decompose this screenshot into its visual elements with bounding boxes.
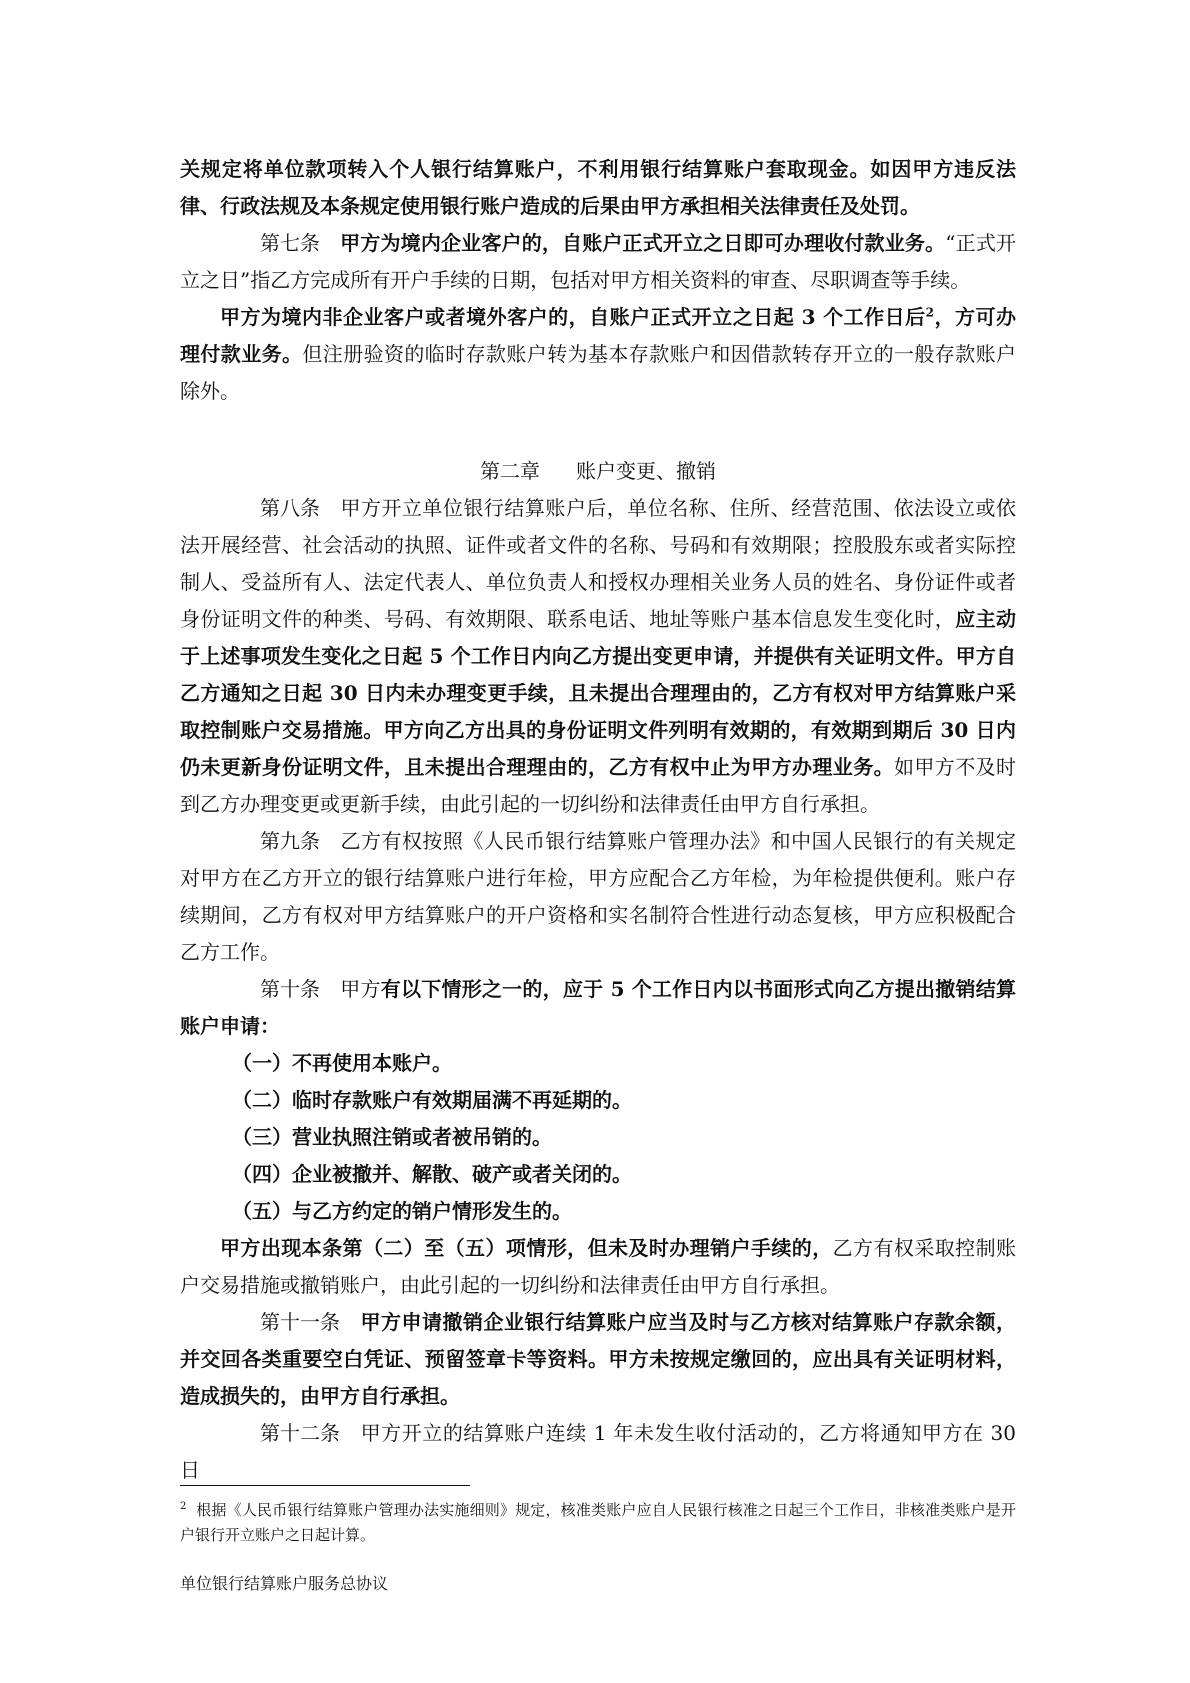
list-item: （一）不再使用本账户。 — [232, 1051, 452, 1075]
article-bold-text: 甲方为境内非企业客户或者境外客户的，自账户正式开立之日起 3 个工作日后 — [220, 305, 926, 329]
article-7 — [180, 225, 1016, 299]
paragraph-continuation — [180, 151, 1016, 225]
article-8 — [180, 490, 1016, 823]
article-text: 但注册验资的临时存款账户转为基本存款账户和因借款转存开立的一般存款账户除外。 — [180, 342, 1017, 403]
article-bold-text: 甲方出现本条第（二）至（五）项情形，但未及时办理销户手续的， — [220, 1236, 833, 1260]
article-text: 如甲方不及时到乙方办理变更或更新手续，由此引起的一切纠纷和法律责任由甲方自行承担。 — [180, 755, 1017, 816]
article-label: 第十二条 — [260, 1421, 340, 1445]
article-12 — [180, 1415, 1016, 1489]
article-label: 第七条 — [260, 231, 320, 255]
article-label: 第九条 — [260, 829, 320, 853]
footnote-number: 2 — [180, 1501, 187, 1512]
article-text: 甲方开立单位银行结算账户后，单位名称、住所、经营范围、依法设立或依法开展经营、社会活动的执照、证件或者文件的名称、号码和有效期限；控股股东或者实际控制人、受益所有人、法定代表人、单位负责人和授权办理相关业务人员的姓名、身份证件或者身份证明文件的种类、号码、有效期限、联系电话、地址等账户基本信息发生变化时， — [180, 496, 1016, 631]
article-bold-text: ，方可办理付款业务。 — [180, 305, 1016, 366]
list-item: （五）与乙方约定的销户情形发生的。 — [232, 1199, 572, 1223]
chapter-title: 账户变更、撤销 — [576, 459, 716, 483]
article-label: 第八条 — [260, 496, 320, 520]
article-10 — [180, 971, 1016, 1045]
article-bold-text: 应主动于上述事项发生变化之日起 5 个工作日内向乙方提出变更申请，并提供有关证明文件。甲方自乙方通知之日起 30 日内未办理变更手续，且未提出合理理由的，乙方有权对甲方结算账户采取控制账户交易措施。甲方向乙方出具的身份证明文件列明有效期的，有效期到期后 30 日内仍未更新身份证明文件，且未提出合理理由的，乙方有权中止为甲方办理业务。 — [180, 607, 1017, 779]
list-item: （四）企业被撤并、解散、破产或者关闭的。 — [232, 1162, 632, 1186]
footnote — [180, 1498, 1016, 1548]
article-bold-text: 甲方为境内企业客户的，自账户正式开立之日即可办理收付款业务。 — [340, 231, 946, 255]
list-item: （三）营业执照注销或者被吊销的。 — [232, 1125, 552, 1149]
article-label: 第十一条 — [260, 1310, 340, 1334]
list-item: （二）临时存款账户有效期届满不再延期的。 — [232, 1088, 632, 1112]
chapter-heading — [180, 453, 1016, 490]
chapter-number: 第二章 — [480, 459, 540, 483]
page-footer-title: 单位银行结算账户服务总协议 — [180, 1574, 389, 1593]
article-bold-text: 甲方申请撤销企业银行结算账户应当及时与乙方核对结算账户存款余额，并交回各类重要空白凭证、预留签章卡等资料。甲方未按规定缴回的，应出具有关证明材料，造成损失的，由甲方自行承担。 — [180, 1310, 1016, 1408]
article-text: 甲方 — [340, 977, 381, 1001]
article-text: 乙方有权按照《人民币银行结算账户管理办法》和中国人民银行的有关规定对甲方在乙方开立的银行结算账户进行年检，甲方应配合乙方年检，为年检提供便利。账户存续期间，乙方有权对甲方结算账户的开户资格和实名制符合性进行动态复核，甲方应积极配合乙方工作。 — [180, 829, 1016, 964]
paragraph-text: 关规定将单位款项转入个人银行结算账户，不利用银行结算账户套取现金。如因甲方违反法律、行政法规及本条规定使用银行账户造成的后果由甲方承担相关法律责任及处罚。 — [180, 157, 1016, 218]
footnote-divider — [180, 1485, 470, 1486]
article-text: 乙方有权采取控制账户交易措施或撤销账户，由此引起的一切纠纷和法律责任由甲方自行承担。 — [180, 1236, 1017, 1297]
spacer — [180, 410, 1016, 447]
footnote-reference[interactable]: 2 — [925, 305, 934, 320]
article-label: 第十条 — [260, 977, 320, 1001]
article-7-paragraph-2 — [180, 299, 1016, 410]
article-bold-text: 有以下情形之一的，应于 5 个工作日内以书面形式向乙方提出撤销结算账户申请： — [180, 977, 1017, 1038]
page-body — [180, 151, 1016, 1489]
article-9 — [180, 823, 1016, 971]
footnote-text: 根据《人民币银行结算账户管理办法实施细则》规定，核准类账户应自人民银行核准之日起三个工作日，非核准类账户是开户银行开立账户之日起计算。 — [180, 1501, 1016, 1544]
article-10-paragraph-2 — [180, 1230, 1016, 1304]
article-text: 甲方开立的结算账户连续 1 年未发生收付活动的，乙方将通知甲方在 30 日 — [180, 1421, 1016, 1482]
article-11 — [180, 1304, 1016, 1415]
article-text: “正式开立之日”指乙方完成所有开户手续的日期，包括对甲方相关资料的审查、尽职调查等手续。 — [180, 231, 1016, 292]
